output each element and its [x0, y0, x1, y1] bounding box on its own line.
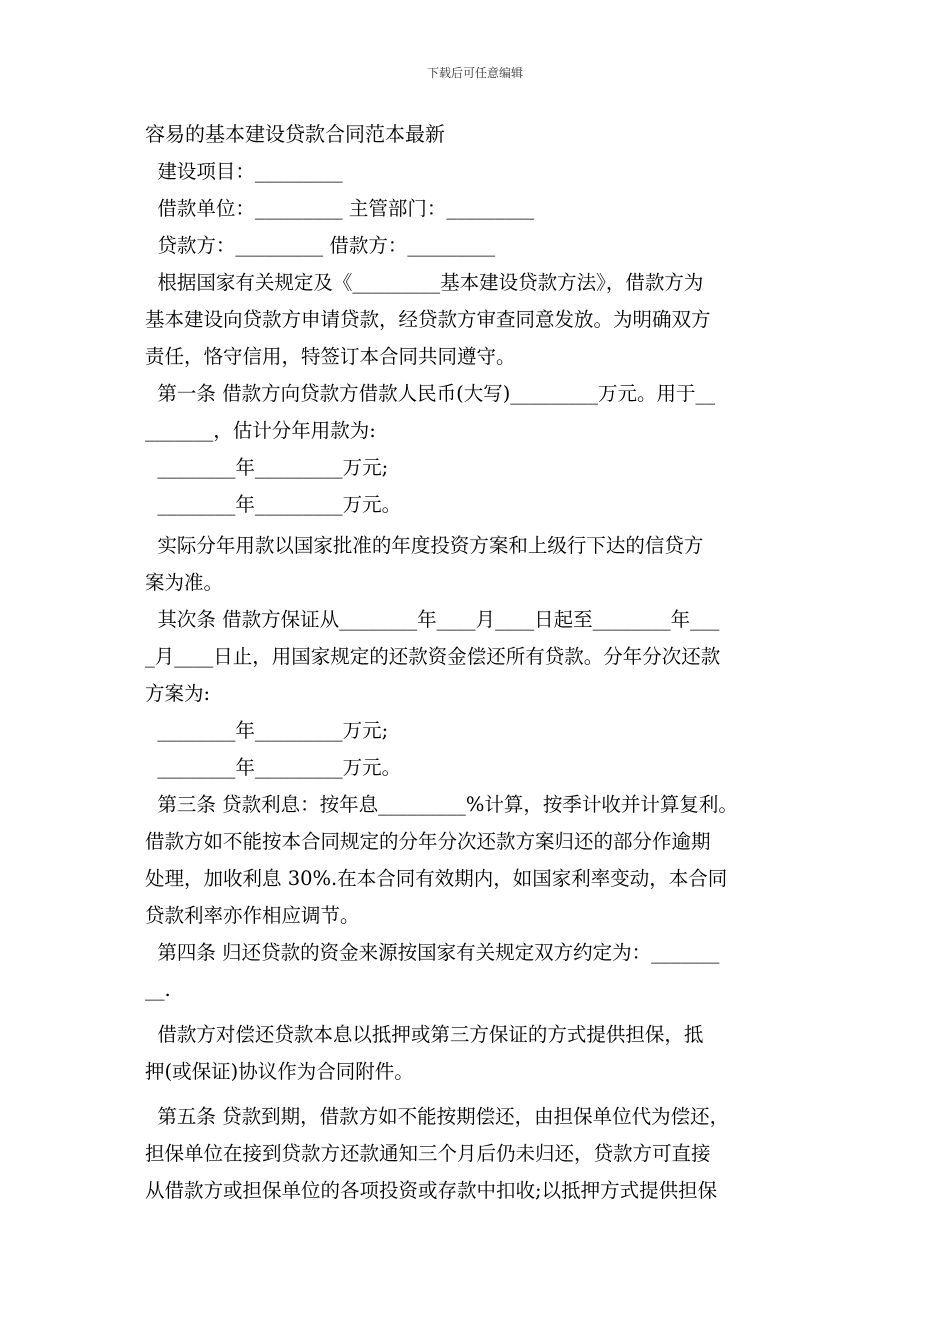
- paragraph-line: 第三条 贷款利息：按年息_________%计算，按季计收并计算复利。: [145, 793, 738, 816]
- paragraph-line: _______，估计分年用款为:: [145, 419, 376, 442]
- paragraph-line: 借款方如不能按本合同规定的分年分次还款方案归还的部分作逾期: [145, 830, 711, 853]
- paragraph-line: ________年_________万元。: [145, 493, 402, 516]
- paragraph-line: __.: [145, 978, 171, 1001]
- paragraph-line: ________年_________万元。: [145, 756, 402, 779]
- paragraph-line: ________年_________万元;: [145, 456, 389, 479]
- document-body: [145, 116, 809, 1209]
- paragraph-line: 押(或保证)协议作为合同附件。: [145, 1060, 414, 1083]
- page-header: 下载后可任意编辑: [426, 66, 523, 80]
- paragraph-line: 贷款利率亦作相应调节。: [145, 904, 360, 927]
- paragraph-line: 案为准。: [145, 571, 224, 594]
- paragraph-line: 第一条 借款方向贷款方借款人民币(大写)_________万元。用于__: [145, 382, 716, 405]
- paragraph-line: 第五条 贷款到期，借款方如不能按期偿还，由担保单位代为偿还，: [145, 1105, 730, 1128]
- paragraph-line: ________年_________万元;: [145, 719, 389, 742]
- paragraph-line: _月____日止，用国家规定的还款资金偿还所有贷款。分年分次还款: [145, 645, 721, 668]
- paragraph-line: 处理，加收利息 30%.在本合同有效期内，如国家利率变动，本合同: [145, 867, 728, 890]
- paragraph-line: 基本建设向贷款方申请贷款，经贷款方审查同意发放。为明确双方: [145, 308, 711, 331]
- paragraph-line: 责任，恪守信用，特签订本合同共同遵守。: [145, 345, 516, 368]
- paragraph-line: 实际分年用款以国家批准的年度投资方案和上级行下达的信贷方: [145, 534, 704, 557]
- paragraph-line: 第四条 归还贷款的资金来源按国家有关规定双方约定为：_______: [145, 941, 720, 964]
- paragraph-line: 借款方对偿还贷款本息以抵押或第三方保证的方式提供担保，抵: [145, 1023, 704, 1046]
- paragraph-line: 从借款方或担保单位的各项投资或存款中扣收;以抵押方式提供担保: [145, 1179, 718, 1202]
- paragraph-line: 贷款方：_________ 借款方：_________: [145, 234, 496, 257]
- paragraph-line: 方案为:: [145, 682, 211, 705]
- paragraph-line: 担保单位在接到贷款方还款通知三个月后仍未归还，贷款方可直接: [145, 1142, 711, 1165]
- paragraph-line: 其次条 借款方保证从________年____月____日起至________年___: [145, 608, 720, 631]
- paragraph-line: 根据国家有关规定及《_________基本建设贷款方法》，借款方为: [145, 271, 704, 294]
- paragraph-line: 建设项目：_________: [145, 160, 343, 183]
- document-title: 容易的基本建设贷款合同范本最新: [145, 122, 445, 146]
- paragraph-line: 借款单位：_________ 主管部门：_________: [145, 197, 535, 220]
